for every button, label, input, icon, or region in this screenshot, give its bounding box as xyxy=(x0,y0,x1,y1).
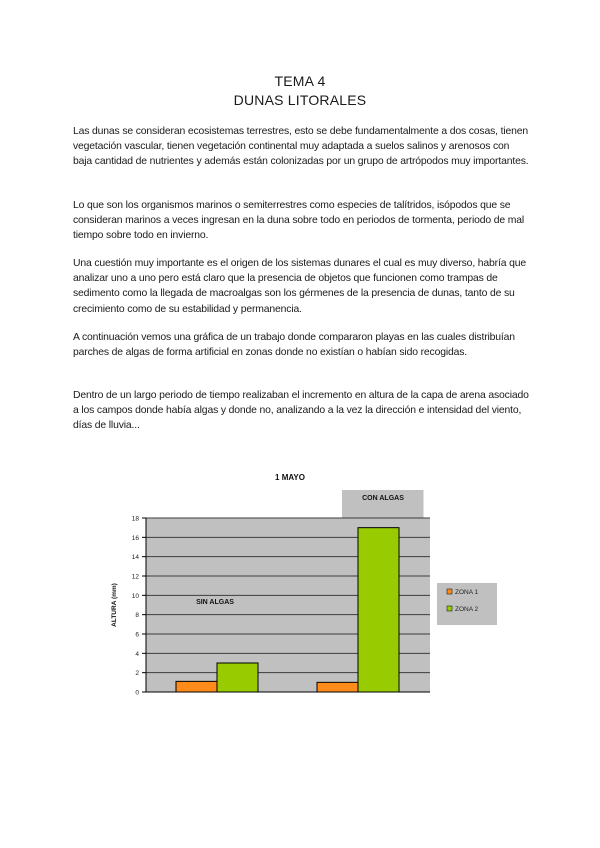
bar-zona-1-sin-algas xyxy=(176,681,217,692)
page-subtitle: DUNAS LITORALES xyxy=(233,92,367,108)
bar-zona-1-con-algas xyxy=(317,682,358,692)
y-tick-label: 6 xyxy=(135,631,139,639)
paragraph-1: Las dunas se consideran ecosistemas terrestres, esto se debe fundamentalmente a dos cosas, tienen vegetación vascular, tienen vegetación continental muy adaptada a suelos salinos y arenosos con baja cantidad de nutrientes y además están colonizadas por un grupo de artrópodos muy importantes. xyxy=(73,126,529,168)
page-title: TEMA 4 xyxy=(274,73,326,89)
legend-label-zona-1: ZONA 1 xyxy=(455,589,479,596)
paragraph-4: A continuación vemos una gráfica de un trabajo donde compararon playas en las cuales distribuían parches de algas de forma artificial en zonas donde no existían o habían sido recogidas. xyxy=(73,332,515,359)
paragraph-5: Dentro de un largo periodo de tiempo realizaban el incremento en altura de la capa de arena asociado a los campos donde había algas y donde no, analizando a la vez la dirección e intensidad del viento, días de lluvia... xyxy=(73,390,529,432)
legend-swatch-zona-2 xyxy=(447,606,452,611)
paragraph-3: Una cuestión muy importante es el origen de los sistemas dunares el cual es muy diverso, habría que analizar uno a uno pero está claro que la presencia de objetos que funcionen como trampas de sedimento como la llegada de macroalgas son los gérmenes de la presencia de dunas, tanto de su crecimiento como de su estabilidad y permanencia. xyxy=(73,258,526,315)
category-label-sin-algas: SIN ALGAS xyxy=(196,599,234,606)
y-tick-label: 0 xyxy=(135,689,139,697)
y-tick-label: 2 xyxy=(135,670,139,678)
paragraph-2: Lo que son los organismos marinos o semiterrestres como especies de talítridos, isópodos que se consideran marinos a veces ingresan en la duna sobre todo en periodos de tormenta, periodo de mal tiempo sobre todo en invierno. xyxy=(73,200,525,242)
y-tick-label: 8 xyxy=(135,612,139,620)
y-tick-label: 18 xyxy=(131,515,139,523)
y-tick-label: 10 xyxy=(131,592,139,600)
y-tick-label: 16 xyxy=(131,534,139,542)
y-tick-label: 12 xyxy=(131,573,139,581)
bar-zona-2-con-algas xyxy=(358,528,399,692)
legend-swatch-zona-1 xyxy=(447,589,452,594)
y-tick-label: 14 xyxy=(131,554,139,562)
y-axis-label: ALTURA (mm) xyxy=(111,583,118,627)
legend-label-zona-2: ZONA 2 xyxy=(455,606,479,613)
category-label-con-algas: CON ALGAS xyxy=(362,495,404,502)
bar-zona-2-sin-algas xyxy=(217,663,258,692)
y-tick-label: 4 xyxy=(135,650,139,658)
chart-title: 1 MAYO xyxy=(275,473,305,482)
